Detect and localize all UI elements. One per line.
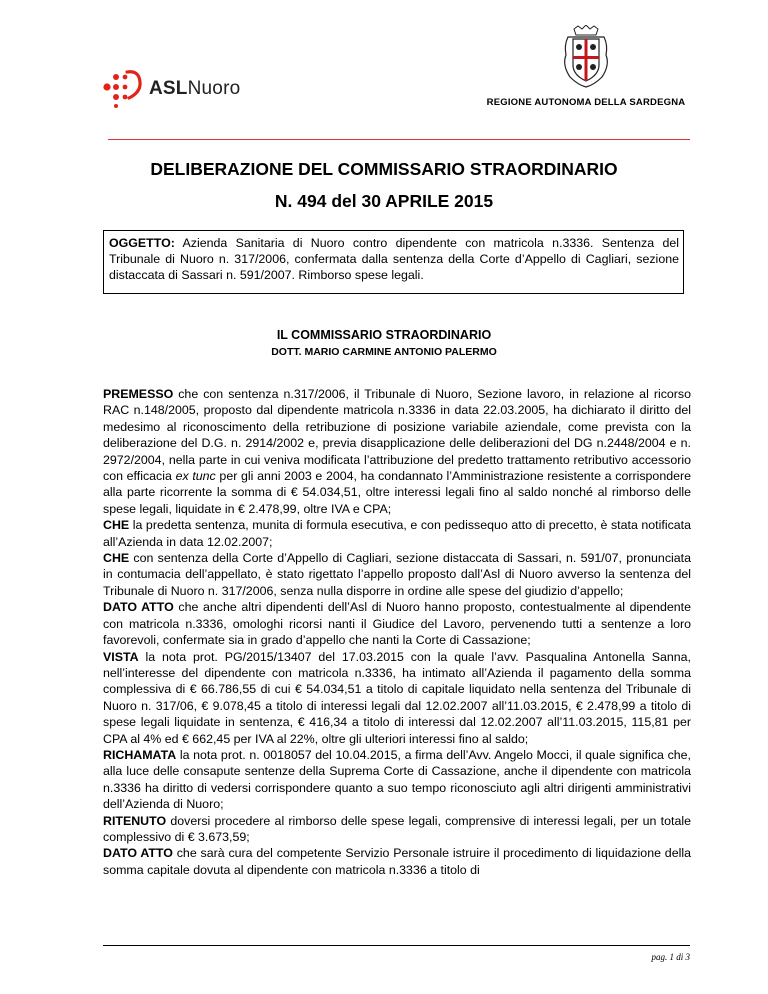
paragraph-dato-atto-servizio: DATO ATTO che sarà cura del competente Servizio Personale istruire il procedimento di liquidazione della somma capitale dovuta al dipendente con matricola n.3336 a titolo di [103,846,691,877]
paragraph-che-notifica: CHE la predetta sentenza, munita di formula esecutiva, e con pedissequo atto di precetto, è stata notificata all’Azienda in data 12.02.2007; [103,518,691,549]
paragraph-vista: VISTA la nota prot. PG/2015/13407 del 17.03.2015 con la quale l’avv. Pasqualina Antonella Sanna, nell’interesse del dipendente con matricola n.3336, ha intimato all’Azienda il pagamento della somma complessiva di € 66.786,55 di cui € 54.034,51 a titolo di capitale liquidato nella sentenza del Tribunale di Nuoro n. 317/06, € 9.078,45 a titolo di interessi legali dal 12.02.2007 all’11.03.2015, € 2.478,99 a titolo di spese legali liquidate in sentenza, € 416,34 a titolo di interessi dal 12.02.2007 all’11.03.2015, 115,81 per CPA al 4% ed € 662,45 per IVA al 22%, oltre gli ulteriori interessi fino al saldo; [103,649,691,746]
paragraph-premesso: PREMESSO che con sentenza n.317/2006, il Tribunale di Nuoro, Sezione lavoro, in relazione al ricorso RAC n.148/2005, proposto dal dipendente matricola n.3336 in data 22.03.2005, ha dichiarato il diritto del medesimo al riconoscimento della retribuzione di posizione variabile aziendale, come prevista con la deliberazione del D.G. n. 2914/2002 e, previa disapplicazione delle deliberazioni del DG n.2448/2004 e n. 2972/2004, nella parte in cui veniva modificata l’attribuzione del predetto trattamento retributivo accessorio con efficacia ex tunc per gli anni 2003 e 2004, ha condannato l’Amministrazione resistente a corrispondere alla parte ricorrente la somma di € 54.034,51, oltre interessi legali fino al saldo nonché al rimborso delle spese legali, liquidate in € 2.478,99, oltre IVA e CPA; [103,387,692,516]
document-title: DELIBERAZIONE DEL COMMISSARIO STRAORDINARIO [150,159,618,179]
region-name: REGIONE AUTONOMA DELLA SARDEGNA [486,97,686,108]
deliberation-number: N. 494 del 30 APRILE 2015 [274,191,494,211]
subject-label: OGGETTO: [109,236,175,250]
subject-box [103,230,684,294]
paragraph-dato-atto-ricorsi: DATO ATTO che anche altri dipendenti dell’Asl di Nuoro hanno proposto, contestualmente al dipendente con matricola n.3336, omologhi ricorsi nanti il Giudice del Lavoro, pervenendo tutti a sentenze a loro favorevoli, confermate sia in grado d’appello che nanti la Corte di Cassazione; [103,600,691,648]
regione-sardegna-logo [486,25,686,108]
asl-logo-text: ASLNuoro [149,78,241,99]
paragraph-richiamata: RICHAMATA la nota prot. n. 0018057 del 10.04.2015, a firma dell’Avv. Angelo Mocci, il quale significa che, alla luce delle consapute sentenze della Suprema Corte di Cassazione, anche il dipendente con matricola n.3336 ha diritto di vedersi corrispondere quanto a suo tempo riconosciuto agli altri dirigenti amministrativi dell’Azienda di Nuoro; [103,747,691,812]
footer-divider [103,945,690,946]
paragraph-ritenuto: RITENUTO doversi procedere al rimborso delle spese legali, comprensive di interessi legali, per un totale complessivo di € 3.673,59; [103,813,691,844]
asl-logo-mark-icon [101,68,143,110]
header-divider [108,139,690,140]
document-body [103,386,691,878]
sardinia-coat-of-arms-icon [560,25,612,89]
subject-text: Azienda Sanitaria di Nuoro contro dipendente con matricola n.3336. Sentenza del Tribunale di Nuoro n. 317/2006, confermata dalla sentenza della Corte d’Appello di Cagliari, sezione distaccata di Sassari n. 591/2007. Rimborso spese legali. [109,236,679,283]
asl-nuoro-logo [101,68,240,110]
page-number: pag. 1 di 3 [651,952,690,962]
paragraph-che-appello: CHE con sentenza della Corte d’Appello di Cagliari, sezione distaccata di Sassari, n. 591/07, pronunciata in contumacia dell’appellato, è stato rigettato l’appello proposto dall’Asl di Nuoro avverso la sentenza del Tribunale di Nuoro n. 317/2006, senza nulla disporre in ordine alle spese del giudizio d’appello; [103,551,691,598]
commissioner-heading: IL COMMISSARIO STRAORDINARIO [276,328,492,342]
commissioner-name: DOTT. MARIO CARMINE ANTONIO PALERMO [271,346,497,358]
